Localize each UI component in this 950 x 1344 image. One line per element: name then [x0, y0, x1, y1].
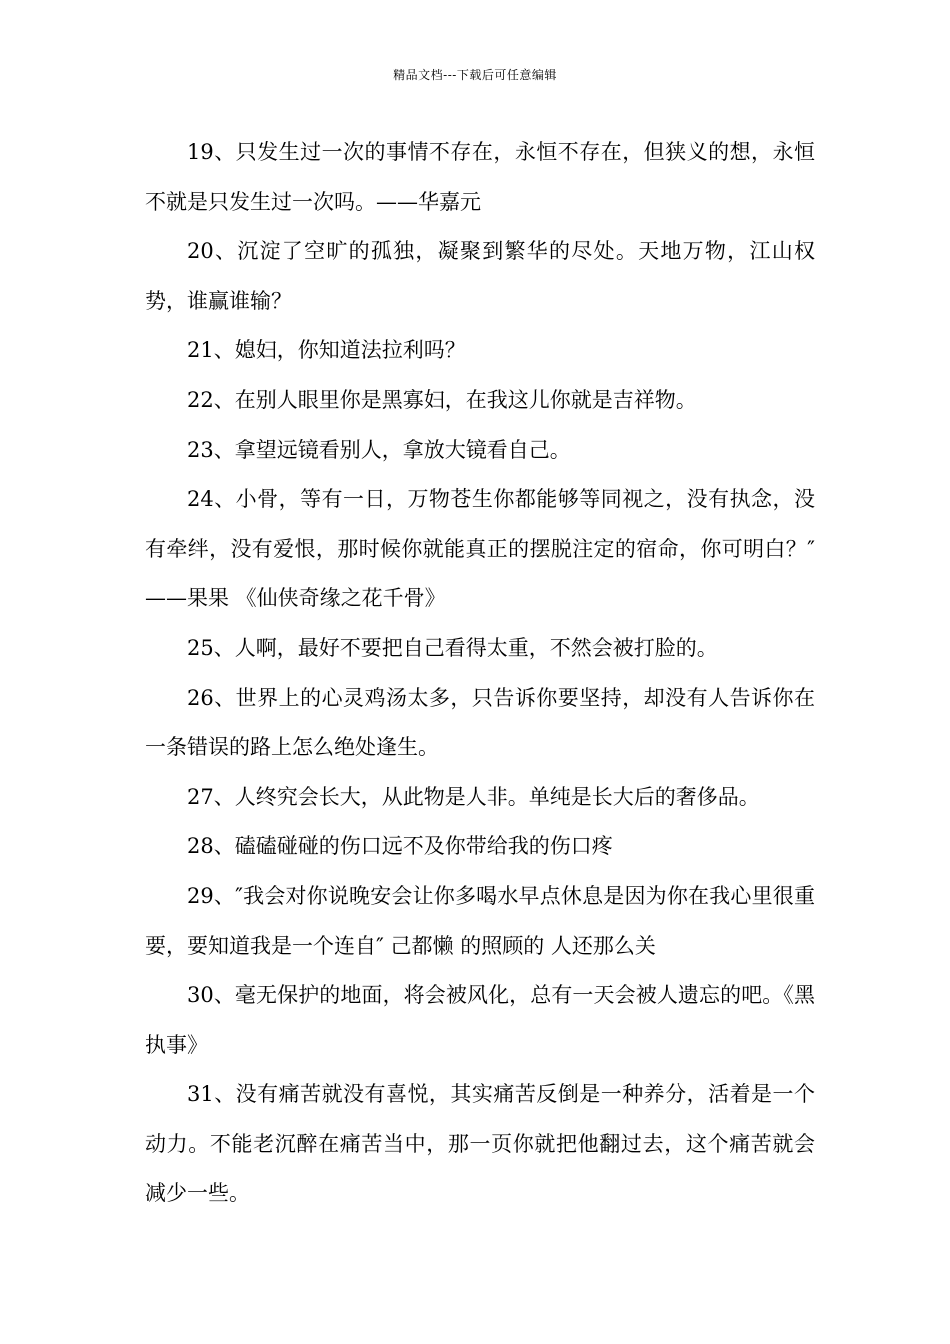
quote-paragraph-29: 29、″我会对你说晚安会让你多喝水早点休息是因为你在我心里很重要，要知道我是一个连自″ 己都懒 的照顾的 人还那么关: [145, 883, 815, 958]
quote-paragraph-26: 26、世界上的心灵鸡汤太多，只告诉你要坚持，却没有人告诉你在一条错误的路上怎么绝处逢生。: [145, 685, 815, 760]
quote-paragraph-27: 27、人终究会长大，从此物是人非。单纯是长大后的奢侈品。: [187, 784, 760, 809]
quote-paragraph-19: 19、只发生过一次的事情不存在，永恒不存在，但狭义的想，永恒不就是只发生过一次吗。——华嘉元: [145, 140, 815, 214]
quote-paragraph-30: 30、毫无保护的地面，将会被风化，总有一天会被人遗忘的吧。《黑执事》: [145, 983, 815, 1057]
quote-paragraph-22: 22、在别人眼里你是黑寡妇，在我这儿你就是吉祥物。: [187, 387, 697, 412]
quote-paragraph-21: 21、媳妇，你知道法拉利吗？: [187, 338, 466, 363]
quote-paragraph-25: 25、人啊，最好不要把自己看得太重，不然会被打脸的。: [187, 635, 718, 660]
page-header: 精品文档---下载后可任意编辑: [393, 68, 557, 82]
quote-paragraph-23: 23、拿望远镜看别人，拿放大镜看自己。: [187, 437, 571, 462]
quote-paragraph-28: 28、磕磕碰碰的伤口远不及你带给我的伤口疼: [187, 834, 613, 859]
quote-paragraph-24: 24、小骨，等有一日，万物苍生你都能够等同视之，没有执念，没有牵绊，没有爱恨，那时候你就能真正的摆脱注定的宿命，你可明白？″ ——果果 《仙侠奇缘之花千骨》: [145, 487, 815, 611]
quote-paragraph-20: 20、沉淀了空旷的孤独，凝聚到繁华的尽处。天地万物，江山权势，谁赢谁输？: [145, 239, 815, 313]
quote-list: [145, 128, 815, 1219]
quote-paragraph-31: 31、没有痛苦就没有喜悦，其实痛苦反倒是一种养分，活着是一个动力。不能老沉醉在痛苦当中，那一页你就把他翻过去，这个痛苦就会减少一些。: [145, 1082, 815, 1206]
